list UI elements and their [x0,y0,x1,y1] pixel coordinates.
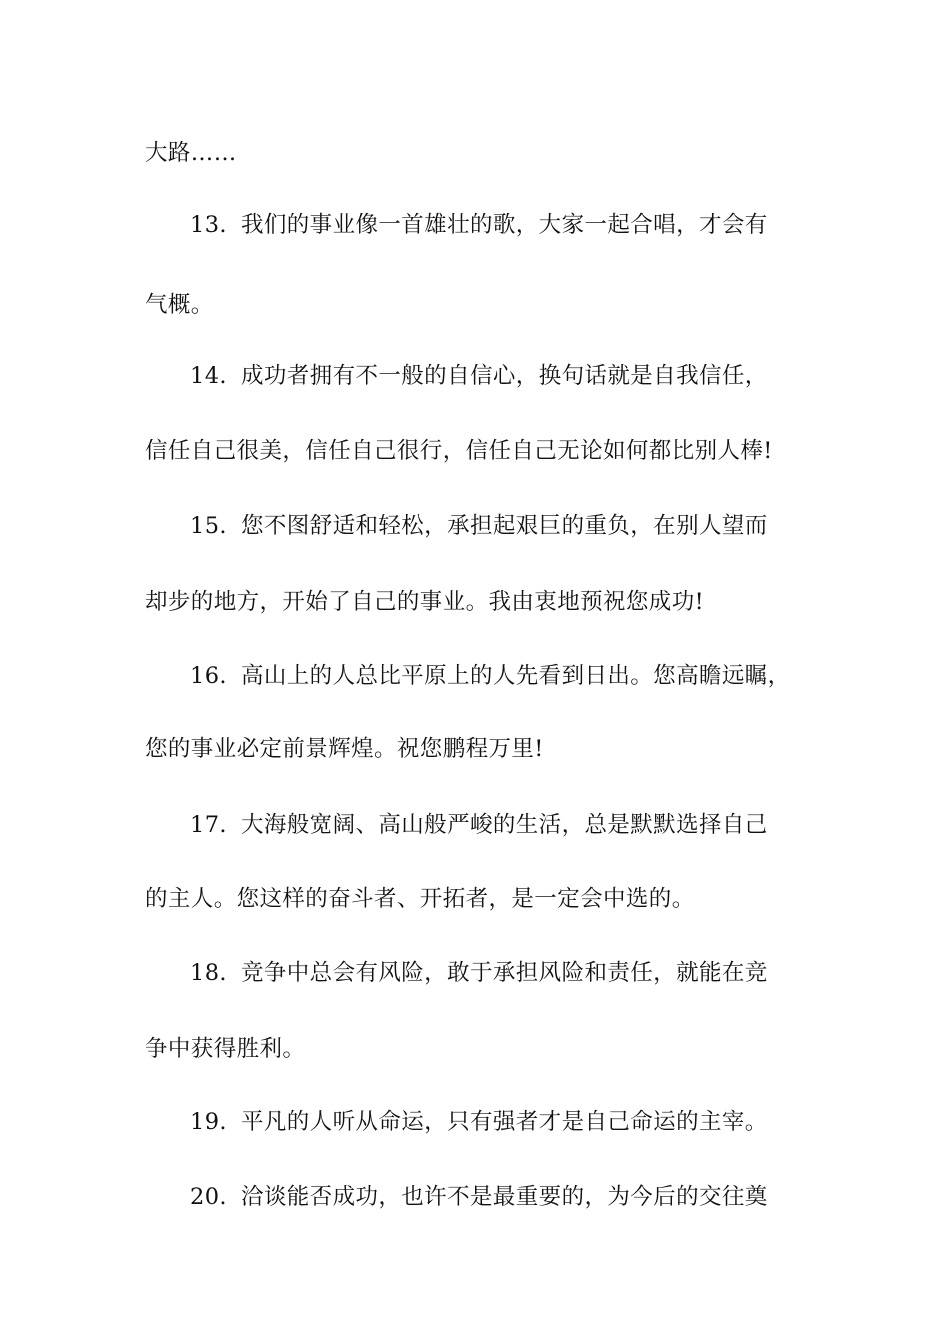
item-number: 20. [190,1184,227,1210]
text-line [145,133,825,173]
list-item-14 [190,356,870,396]
item-number: 16. [190,663,227,689]
list-item-18 [190,953,870,993]
text-line [145,431,825,471]
text-line [145,729,825,769]
line-text: 大海般宽阔、高山般严峻的生活，总是默默选择自己 [240,812,768,838]
list-item-15 [190,506,870,546]
text-line [145,582,825,622]
line-text: 大路…… [145,140,237,166]
text-line [145,285,825,325]
item-number: 14. [190,363,227,389]
line-text: 您不图舒适和轻松，承担起艰巨的重负，在别人望而 [240,513,768,539]
list-item-20 [190,1177,870,1217]
line-text: 高山上的人总比平原上的人先看到日出。您高瞻远瞩， [240,663,791,689]
line-text: 却步的地方，开始了自己的事业。我由衷地预祝您成功! [145,589,705,615]
line-text: 平凡的人听从命运，只有强者才是自己命运的主宰。 [240,1109,768,1135]
line-text: 的主人。您这样的奋斗者、开拓者，是一定会中选的。 [145,886,695,912]
item-number: 15. [190,513,227,539]
line-text: 气概。 [145,292,214,318]
line-text: 争中获得胜利。 [145,1036,306,1062]
item-number: 18. [190,960,227,986]
list-item-19 [190,1102,870,1142]
line-text: 我们的事业像一首雄壮的歌，大家一起合唱，才会有 [240,212,768,238]
text-line [145,1029,825,1069]
list-item-17 [190,805,870,845]
item-number: 13. [190,212,227,238]
line-text: 洽谈能否成功，也许不是最重要的，为今后的交往奠 [240,1184,768,1210]
list-item-16 [190,656,870,696]
line-text: 您的事业必定前景辉煌。祝您鹏程万里! [145,736,544,762]
line-text: 信任自己很美，信任自己很行，信任自己无论如何都比别人棒! [145,438,773,464]
text-line [145,879,825,919]
line-text: 竞争中总会有风险，敢于承担风险和责任，就能在竞 [240,960,768,986]
item-number: 19. [190,1109,227,1135]
list-item-13 [190,205,870,245]
item-number: 17. [190,812,227,838]
line-text: 成功者拥有不一般的自信心，换句话就是自我信任， [240,363,768,389]
